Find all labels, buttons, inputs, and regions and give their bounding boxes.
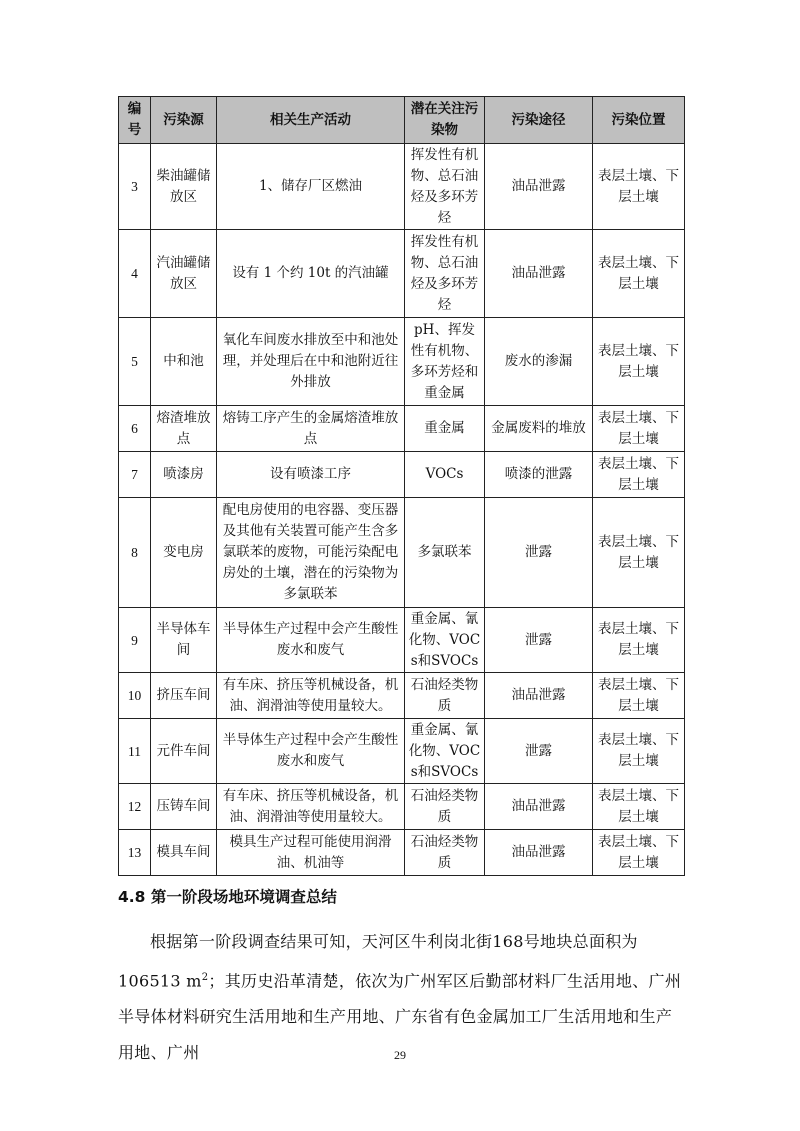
row-source: 喷漆房	[151, 452, 217, 498]
row-pathway: 油品泄露	[485, 830, 593, 876]
row-location: 表层土壤、下层土壤	[593, 608, 685, 673]
row-location: 表层土壤、下层土壤	[593, 498, 685, 608]
row-activity: 1、储存厂区燃油	[217, 144, 405, 230]
row-source: 半导体车间	[151, 608, 217, 673]
row-source: 变电房	[151, 498, 217, 608]
row-location: 表层土壤、下层土壤	[593, 673, 685, 719]
table-row	[119, 452, 685, 498]
row-activity: 模具生产过程可能使用润滑油、机油等	[217, 830, 405, 876]
header-pollutant: 潜在关注污染物	[405, 97, 485, 144]
row-pathway: 油品泄露	[485, 230, 593, 318]
row-pollutant: 挥发性有机物、总石油烃及多环芳烃	[405, 144, 485, 230]
section-heading: 4.8 第一阶段场地环境调查总结	[118, 888, 337, 906]
row-pollutant: 重金属、氰化物、VOCs和SVOCs	[405, 719, 485, 784]
row-activity: 有车床、挤压等机械设备，机油、润滑油等使用量较大。	[217, 784, 405, 830]
row-pollutant: pH、挥发性有机物、多环芳烃和重金属	[405, 318, 485, 406]
page-number: 29	[394, 1048, 406, 1062]
row-no: 11	[119, 719, 151, 784]
row-location: 表层土壤、下层土壤	[593, 830, 685, 876]
row-activity: 设有喷漆工序	[217, 452, 405, 498]
row-no: 8	[119, 498, 151, 608]
table-header-row	[119, 97, 685, 144]
header-no: 编号	[119, 97, 151, 144]
row-pathway: 油品泄露	[485, 784, 593, 830]
header-pathway: 污染途径	[485, 97, 593, 144]
row-pathway: 油品泄露	[485, 144, 593, 230]
row-location: 表层土壤、下层土壤	[593, 230, 685, 318]
row-no: 12	[119, 784, 151, 830]
paragraph-text-part2: ；其历史沿革清楚，依次为广州军区后勤部材料厂生活用地、广州半导体材料研究生活用地和生产用地、广东省有色金属加工厂生活用地和生产用地、广州	[118, 971, 682, 1063]
row-activity: 配电房使用的电容器、变压器及其他有关装置可能产生含多氯联苯的废物，可能污染配电房处的土壤，潜在的污染物为多氯联苯	[217, 498, 405, 608]
row-pollutant: 挥发性有机物、总石油烃及多环芳烃	[405, 230, 485, 318]
row-no: 3	[119, 144, 151, 230]
row-pollutant: 重金属	[405, 406, 485, 452]
row-source: 挤压车间	[151, 673, 217, 719]
row-no: 9	[119, 608, 151, 673]
row-location: 表层土壤、下层土壤	[593, 719, 685, 784]
row-no: 6	[119, 406, 151, 452]
row-pathway: 泄露	[485, 498, 593, 608]
header-source: 污染源	[151, 97, 217, 144]
row-pathway: 泄露	[485, 608, 593, 673]
row-source: 模具车间	[151, 830, 217, 876]
row-no: 10	[119, 673, 151, 719]
table-row	[119, 784, 685, 830]
row-source: 元件车间	[151, 719, 217, 784]
row-no: 5	[119, 318, 151, 406]
header-location: 污染位置	[593, 97, 685, 144]
row-activity: 有车床、挤压等机械设备，机油、润滑油等使用量较大。	[217, 673, 405, 719]
header-activity: 相关生产活动	[217, 97, 405, 144]
table-row	[119, 498, 685, 608]
row-activity: 半导体生产过程中会产生酸性废水和废气	[217, 608, 405, 673]
area-unit-superscript: 2	[201, 972, 209, 983]
row-location: 表层土壤、下层土壤	[593, 144, 685, 230]
row-no: 4	[119, 230, 151, 318]
row-activity: 设有 1 个约 10t 的汽油罐	[217, 230, 405, 318]
table-row	[119, 230, 685, 318]
row-source: 汽油罐储放区	[151, 230, 217, 318]
row-source: 中和池	[151, 318, 217, 406]
row-pollutant: 石油烃类物质	[405, 784, 485, 830]
row-activity: 氧化车间废水排放至中和池处理，并处理后在中和池附近往外排放	[217, 318, 405, 406]
row-activity: 熔铸工序产生的金属熔渣堆放点	[217, 406, 405, 452]
row-source: 压铸车间	[151, 784, 217, 830]
row-activity: 半导体生产过程中会产生酸性废水和废气	[217, 719, 405, 784]
row-pathway: 金属废料的堆放	[485, 406, 593, 452]
table-row	[119, 318, 685, 406]
row-pathway: 喷漆的泄露	[485, 452, 593, 498]
table-row	[119, 608, 685, 673]
row-pollutant: 重金属、氰化物、VOCs和SVOCs	[405, 608, 485, 673]
paragraph-text-part1: 根据第一阶段调查结果可知，天河区牛利岗北街168号地块总面积为106513 m	[118, 932, 638, 991]
row-pathway: 泄露	[485, 719, 593, 784]
pollution-source-table	[118, 96, 685, 876]
row-pollutant: 多氯联苯	[405, 498, 485, 608]
row-location: 表层土壤、下层土壤	[593, 784, 685, 830]
row-location: 表层土壤、下层土壤	[593, 406, 685, 452]
row-pollutant: 石油烃类物质	[405, 673, 485, 719]
row-source: 熔渣堆放点	[151, 406, 217, 452]
table-row	[119, 830, 685, 876]
row-no: 13	[119, 830, 151, 876]
table-row	[119, 406, 685, 452]
table-row	[119, 673, 685, 719]
row-source: 柴油罐储放区	[151, 144, 217, 230]
row-pollutant: VOCs	[405, 452, 485, 498]
row-location: 表层土壤、下层土壤	[593, 318, 685, 406]
row-location: 表层土壤、下层土壤	[593, 452, 685, 498]
row-pathway: 油品泄露	[485, 673, 593, 719]
row-pollutant: 石油烃类物质	[405, 830, 485, 876]
table-row	[119, 719, 685, 784]
table-row	[119, 144, 685, 230]
row-no: 7	[119, 452, 151, 498]
row-pathway: 废水的渗漏	[485, 318, 593, 406]
